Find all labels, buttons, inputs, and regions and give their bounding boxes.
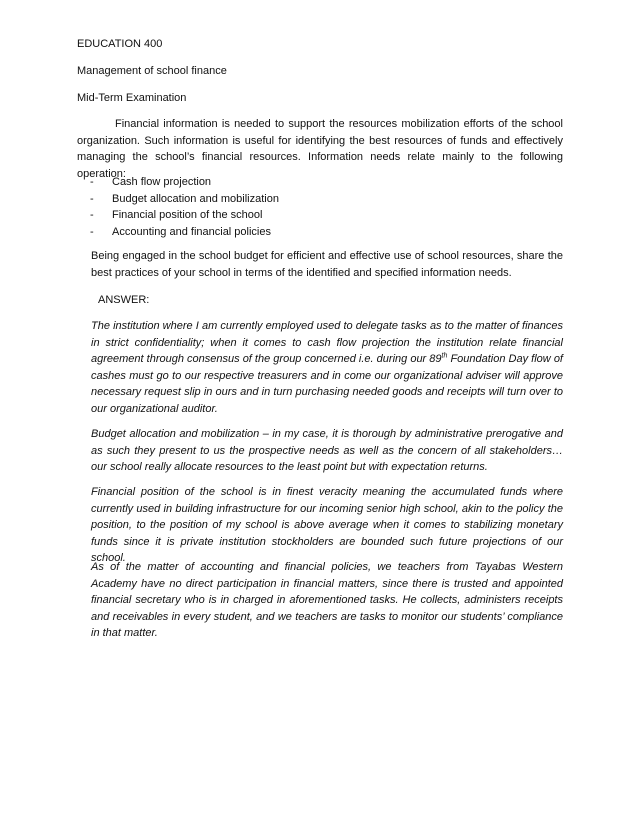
course-title: EDUCATION 400 [77, 38, 163, 50]
answer-label: ANSWER: [98, 294, 150, 306]
intro-paragraph: Financial information is needed to support the resources mobilization efforts of the school organization. Such information is useful for identifying the best resources of funds and effectively managing the school’s financial resources. Information needs relate mainly to the following operation: [77, 118, 563, 180]
answer-accounting-policies: As of the matter of accounting and financial policies, we teachers from Tayabas Western Academy have no direct participation in financial matters, since there is trusted and appointed financial secretary who is in charged in aforementioned tasks. He collects, administers receipts and receivables in every student, and we teachers are tasks to monitor our students’ compliance in that matter. [91, 561, 563, 639]
list-item [90, 191, 279, 208]
bullet-dash: - [90, 176, 94, 188]
answer-financial-position: Financial position of the school is in finest veracity meaning the accumulated funds where currently used in building infrastructure for our incoming senior high school, akin to the policy the position, to the position of my school is above average when it comes to stabilizing monetary funds since it is private institution stockholders are bounded such future projections of our school. [91, 486, 563, 564]
answer-cash-flow [91, 318, 563, 417]
list-item-label: Financial position of the school [112, 209, 263, 221]
answer-cash-flow-text-a: The institution where I am currently employed used to delegate tasks as to the matter of finances in strict confidentiality; when it comes to cash flow projection the institution relate financial agreement through consensus of the group concerned i.e. during our 89 [91, 320, 563, 365]
operations-list [90, 174, 279, 240]
list-item [90, 207, 279, 224]
bullet-dash: - [90, 192, 94, 205]
ordinal-suffix: th [441, 352, 448, 360]
answer-cash-flow-text-b: Foundation Day flow of cashes must go to our respective treasurers and in come our organizational adviser will approve necessary request slip in ours and in turn purchasing needed goods and receipts will turn over to our organizational auditor. [91, 353, 563, 415]
bullet-dash: - [90, 209, 94, 221]
exam-title: Mid-Term Examination [77, 92, 187, 104]
answer-budget-allocation: Budget allocation and mobilization – in my case, it is thorough by administrative prerogative and as such they present to us the prospective needs as well as the concern of all stakeholders… our school really allocate resources to the least point but with expectation returns. [91, 428, 563, 473]
list-item-label: Budget allocation and mobilization [112, 192, 279, 205]
question-paragraph: Being engaged in the school budget for efficient and effective use of school resources, share the best practices of your school in terms of the identified and specified information needs. [91, 250, 563, 279]
bullet-dash: - [90, 225, 94, 238]
list-item-label: Accounting and financial policies [112, 225, 271, 238]
list-item [90, 224, 279, 241]
list-item-label: Cash flow projection [112, 176, 212, 188]
subject-title: Management of school finance [77, 65, 227, 77]
list-item [90, 174, 279, 191]
